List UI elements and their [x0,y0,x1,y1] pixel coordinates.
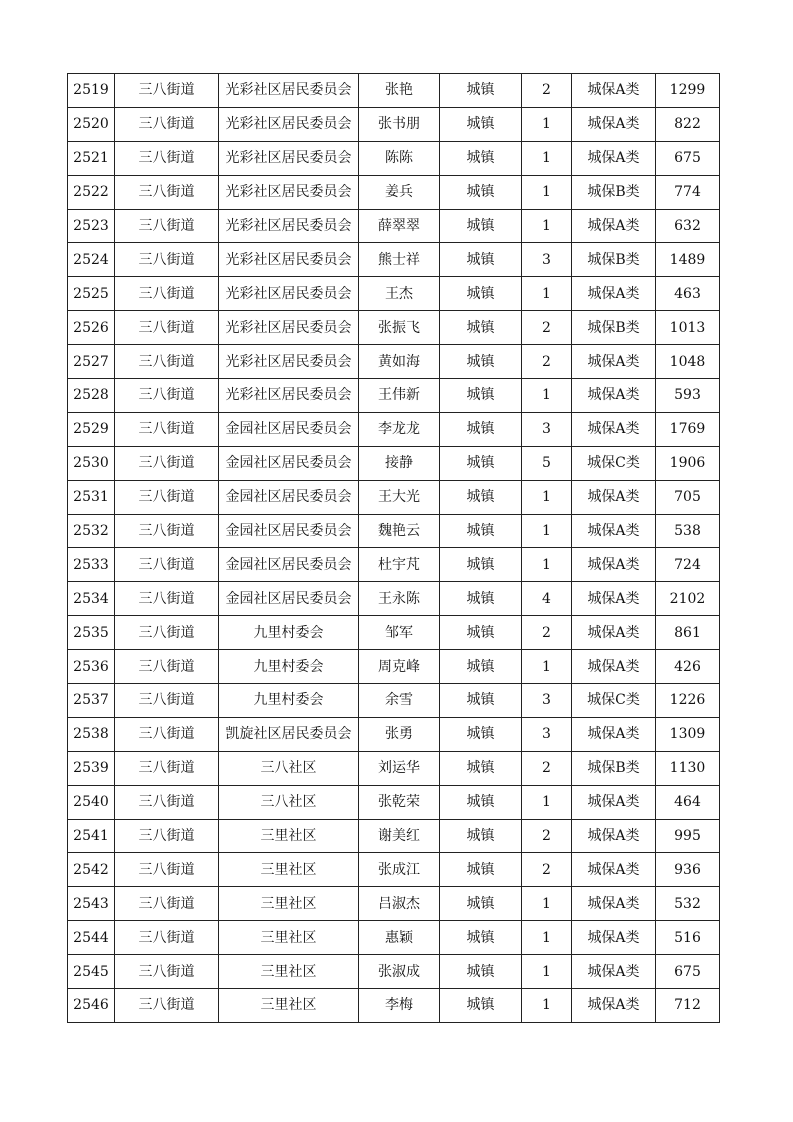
record-number-cell: 2543 [68,887,115,921]
person-name-cell: 接静 [359,446,440,480]
street-name-cell: 三八街道 [115,853,219,887]
area-type-cell: 城镇 [440,412,522,446]
person-name-cell: 薛翠翠 [359,209,440,243]
amount-cell: 705 [656,480,720,514]
street-name-cell: 三八街道 [115,819,219,853]
street-name-cell: 三八街道 [115,989,219,1023]
records-table [67,73,720,1023]
amount-cell: 426 [656,650,720,684]
household-count-cell: 1 [522,887,572,921]
insurance-category-cell: 城保B类 [572,311,656,345]
insurance-category-cell: 城保A类 [572,379,656,413]
table-row [68,446,720,480]
community-name-cell: 九里村委会 [219,684,359,718]
person-name-cell: 陈陈 [359,141,440,175]
household-count-cell: 1 [522,141,572,175]
community-name-cell: 三里社区 [219,989,359,1023]
household-count-cell: 2 [522,751,572,785]
street-name-cell: 三八街道 [115,379,219,413]
street-name-cell: 三八街道 [115,548,219,582]
street-name-cell: 三八街道 [115,175,219,209]
records-table-body [68,74,720,1023]
person-name-cell: 刘运华 [359,751,440,785]
table-row [68,684,720,718]
amount-cell: 593 [656,379,720,413]
street-name-cell: 三八街道 [115,277,219,311]
record-number-cell: 2532 [68,514,115,548]
insurance-category-cell: 城保A类 [572,107,656,141]
area-type-cell: 城镇 [440,243,522,277]
record-number-cell: 2545 [68,955,115,989]
area-type-cell: 城镇 [440,717,522,751]
community-name-cell: 凯旋社区居民委员会 [219,717,359,751]
table-row [68,717,720,751]
area-type-cell: 城镇 [440,74,522,108]
table-row [68,751,720,785]
community-name-cell: 光彩社区居民委员会 [219,107,359,141]
amount-cell: 774 [656,175,720,209]
community-name-cell: 光彩社区居民委员会 [219,209,359,243]
insurance-category-cell: 城保C类 [572,446,656,480]
table-row [68,74,720,108]
person-name-cell: 李龙龙 [359,412,440,446]
household-count-cell: 2 [522,616,572,650]
table-row [68,582,720,616]
person-name-cell: 王伟新 [359,379,440,413]
household-count-cell: 1 [522,548,572,582]
street-name-cell: 三八街道 [115,243,219,277]
area-type-cell: 城镇 [440,819,522,853]
area-type-cell: 城镇 [440,650,522,684]
household-count-cell: 1 [522,989,572,1023]
household-count-cell: 2 [522,345,572,379]
record-number-cell: 2521 [68,141,115,175]
insurance-category-cell: 城保A类 [572,480,656,514]
household-count-cell: 1 [522,785,572,819]
community-name-cell: 九里村委会 [219,616,359,650]
household-count-cell: 1 [522,650,572,684]
record-number-cell: 2540 [68,785,115,819]
person-name-cell: 王永陈 [359,582,440,616]
community-name-cell: 金园社区居民委员会 [219,582,359,616]
record-number-cell: 2538 [68,717,115,751]
person-name-cell: 邹军 [359,616,440,650]
insurance-category-cell: 城保A类 [572,277,656,311]
amount-cell: 675 [656,955,720,989]
table-row [68,887,720,921]
area-type-cell: 城镇 [440,616,522,650]
community-name-cell: 光彩社区居民委员会 [219,379,359,413]
amount-cell: 861 [656,616,720,650]
record-number-cell: 2541 [68,819,115,853]
person-name-cell: 王杰 [359,277,440,311]
record-number-cell: 2533 [68,548,115,582]
record-number-cell: 2539 [68,751,115,785]
area-type-cell: 城镇 [440,141,522,175]
person-name-cell: 周克峰 [359,650,440,684]
amount-cell: 2102 [656,582,720,616]
record-number-cell: 2526 [68,311,115,345]
community-name-cell: 三里社区 [219,853,359,887]
table-row [68,989,720,1023]
insurance-category-cell: 城保A类 [572,345,656,379]
insurance-category-cell: 城保A类 [572,141,656,175]
person-name-cell: 余雪 [359,684,440,718]
area-type-cell: 城镇 [440,480,522,514]
household-count-cell: 2 [522,311,572,345]
community-name-cell: 金园社区居民委员会 [219,480,359,514]
area-type-cell: 城镇 [440,209,522,243]
community-name-cell: 金园社区居民委员会 [219,514,359,548]
household-count-cell: 3 [522,684,572,718]
street-name-cell: 三八街道 [115,480,219,514]
insurance-category-cell: 城保A类 [572,514,656,548]
amount-cell: 1489 [656,243,720,277]
record-number-cell: 2535 [68,616,115,650]
amount-cell: 1048 [656,345,720,379]
community-name-cell: 光彩社区居民委员会 [219,277,359,311]
table-row [68,107,720,141]
amount-cell: 1226 [656,684,720,718]
record-number-cell: 2536 [68,650,115,684]
street-name-cell: 三八街道 [115,74,219,108]
community-name-cell: 金园社区居民委员会 [219,548,359,582]
person-name-cell: 谢美红 [359,819,440,853]
insurance-category-cell: 城保A类 [572,717,656,751]
person-name-cell: 惠颖 [359,921,440,955]
record-number-cell: 2534 [68,582,115,616]
street-name-cell: 三八街道 [115,514,219,548]
community-name-cell: 光彩社区居民委员会 [219,141,359,175]
amount-cell: 1906 [656,446,720,480]
table-row [68,785,720,819]
area-type-cell: 城镇 [440,446,522,480]
household-count-cell: 1 [522,209,572,243]
community-name-cell: 光彩社区居民委员会 [219,74,359,108]
insurance-category-cell: 城保A类 [572,955,656,989]
household-count-cell: 1 [522,955,572,989]
area-type-cell: 城镇 [440,785,522,819]
area-type-cell: 城镇 [440,175,522,209]
community-name-cell: 光彩社区居民委员会 [219,311,359,345]
record-number-cell: 2544 [68,921,115,955]
household-count-cell: 1 [522,175,572,209]
table-row [68,480,720,514]
person-name-cell: 张勇 [359,717,440,751]
record-number-cell: 2529 [68,412,115,446]
amount-cell: 712 [656,989,720,1023]
record-number-cell: 2537 [68,684,115,718]
community-name-cell: 三里社区 [219,819,359,853]
street-name-cell: 三八街道 [115,684,219,718]
person-name-cell: 张书朋 [359,107,440,141]
community-name-cell: 光彩社区居民委员会 [219,243,359,277]
person-name-cell: 李梅 [359,989,440,1023]
community-name-cell: 九里村委会 [219,650,359,684]
street-name-cell: 三八街道 [115,955,219,989]
insurance-category-cell: 城保A类 [572,74,656,108]
person-name-cell: 张成江 [359,853,440,887]
amount-cell: 995 [656,819,720,853]
table-row [68,175,720,209]
street-name-cell: 三八街道 [115,345,219,379]
table-row [68,243,720,277]
insurance-category-cell: 城保B类 [572,243,656,277]
insurance-category-cell: 城保A类 [572,582,656,616]
table-row [68,345,720,379]
area-type-cell: 城镇 [440,311,522,345]
person-name-cell: 张艳 [359,74,440,108]
street-name-cell: 三八街道 [115,412,219,446]
amount-cell: 464 [656,785,720,819]
area-type-cell: 城镇 [440,514,522,548]
insurance-category-cell: 城保A类 [572,785,656,819]
table-row [68,853,720,887]
insurance-category-cell: 城保A类 [572,548,656,582]
community-name-cell: 三八社区 [219,751,359,785]
insurance-category-cell: 城保B类 [572,175,656,209]
street-name-cell: 三八街道 [115,650,219,684]
table-row [68,514,720,548]
person-name-cell: 杜宇芃 [359,548,440,582]
insurance-category-cell: 城保A类 [572,650,656,684]
amount-cell: 1299 [656,74,720,108]
record-number-cell: 2520 [68,107,115,141]
household-count-cell: 2 [522,853,572,887]
table-row [68,650,720,684]
table-row [68,548,720,582]
person-name-cell: 魏艳云 [359,514,440,548]
household-count-cell: 2 [522,74,572,108]
amount-cell: 822 [656,107,720,141]
area-type-cell: 城镇 [440,684,522,718]
table-row [68,141,720,175]
area-type-cell: 城镇 [440,582,522,616]
record-number-cell: 2522 [68,175,115,209]
record-number-cell: 2531 [68,480,115,514]
amount-cell: 516 [656,921,720,955]
community-name-cell: 三里社区 [219,921,359,955]
insurance-category-cell: 城保A类 [572,412,656,446]
area-type-cell: 城镇 [440,921,522,955]
table-row [68,379,720,413]
area-type-cell: 城镇 [440,548,522,582]
person-name-cell: 熊士祥 [359,243,440,277]
person-name-cell: 王大光 [359,480,440,514]
area-type-cell: 城镇 [440,277,522,311]
area-type-cell: 城镇 [440,955,522,989]
street-name-cell: 三八街道 [115,785,219,819]
household-count-cell: 1 [522,921,572,955]
insurance-category-cell: 城保A类 [572,616,656,650]
household-count-cell: 1 [522,480,572,514]
street-name-cell: 三八街道 [115,141,219,175]
record-number-cell: 2546 [68,989,115,1023]
area-type-cell: 城镇 [440,107,522,141]
record-number-cell: 2519 [68,74,115,108]
record-number-cell: 2542 [68,853,115,887]
table-row [68,921,720,955]
household-count-cell: 3 [522,717,572,751]
community-name-cell: 三里社区 [219,955,359,989]
area-type-cell: 城镇 [440,853,522,887]
amount-cell: 1309 [656,717,720,751]
household-count-cell: 4 [522,582,572,616]
amount-cell: 463 [656,277,720,311]
street-name-cell: 三八街道 [115,717,219,751]
area-type-cell: 城镇 [440,345,522,379]
area-type-cell: 城镇 [440,379,522,413]
street-name-cell: 三八街道 [115,616,219,650]
person-name-cell: 张淑成 [359,955,440,989]
street-name-cell: 三八街道 [115,921,219,955]
insurance-category-cell: 城保C类 [572,684,656,718]
table-row [68,311,720,345]
street-name-cell: 三八街道 [115,209,219,243]
table-row [68,955,720,989]
amount-cell: 675 [656,141,720,175]
record-number-cell: 2525 [68,277,115,311]
amount-cell: 724 [656,548,720,582]
area-type-cell: 城镇 [440,751,522,785]
insurance-category-cell: 城保A类 [572,819,656,853]
table-row [68,616,720,650]
record-number-cell: 2527 [68,345,115,379]
amount-cell: 936 [656,853,720,887]
person-name-cell: 张乾荣 [359,785,440,819]
street-name-cell: 三八街道 [115,887,219,921]
street-name-cell: 三八街道 [115,107,219,141]
household-count-cell: 3 [522,412,572,446]
community-name-cell: 三里社区 [219,887,359,921]
insurance-category-cell: 城保A类 [572,887,656,921]
amount-cell: 632 [656,209,720,243]
person-name-cell: 张振飞 [359,311,440,345]
table-row [68,277,720,311]
street-name-cell: 三八街道 [115,582,219,616]
record-number-cell: 2523 [68,209,115,243]
table-row [68,819,720,853]
household-count-cell: 3 [522,243,572,277]
table-row [68,209,720,243]
table-row [68,412,720,446]
insurance-category-cell: 城保A类 [572,921,656,955]
street-name-cell: 三八街道 [115,311,219,345]
household-count-cell: 5 [522,446,572,480]
household-count-cell: 1 [522,277,572,311]
person-name-cell: 吕淑杰 [359,887,440,921]
household-count-cell: 1 [522,379,572,413]
person-name-cell: 姜兵 [359,175,440,209]
insurance-category-cell: 城保A类 [572,209,656,243]
household-count-cell: 2 [522,819,572,853]
amount-cell: 1013 [656,311,720,345]
record-number-cell: 2530 [68,446,115,480]
street-name-cell: 三八街道 [115,751,219,785]
street-name-cell: 三八街道 [115,446,219,480]
household-count-cell: 1 [522,514,572,548]
amount-cell: 1130 [656,751,720,785]
insurance-category-cell: 城保A类 [572,989,656,1023]
community-name-cell: 金园社区居民委员会 [219,412,359,446]
amount-cell: 532 [656,887,720,921]
household-count-cell: 1 [522,107,572,141]
area-type-cell: 城镇 [440,989,522,1023]
community-name-cell: 光彩社区居民委员会 [219,345,359,379]
insurance-category-cell: 城保A类 [572,853,656,887]
amount-cell: 1769 [656,412,720,446]
amount-cell: 538 [656,514,720,548]
record-number-cell: 2528 [68,379,115,413]
insurance-category-cell: 城保B类 [572,751,656,785]
record-number-cell: 2524 [68,243,115,277]
community-name-cell: 金园社区居民委员会 [219,446,359,480]
community-name-cell: 光彩社区居民委员会 [219,175,359,209]
person-name-cell: 黄如海 [359,345,440,379]
community-name-cell: 三八社区 [219,785,359,819]
area-type-cell: 城镇 [440,887,522,921]
